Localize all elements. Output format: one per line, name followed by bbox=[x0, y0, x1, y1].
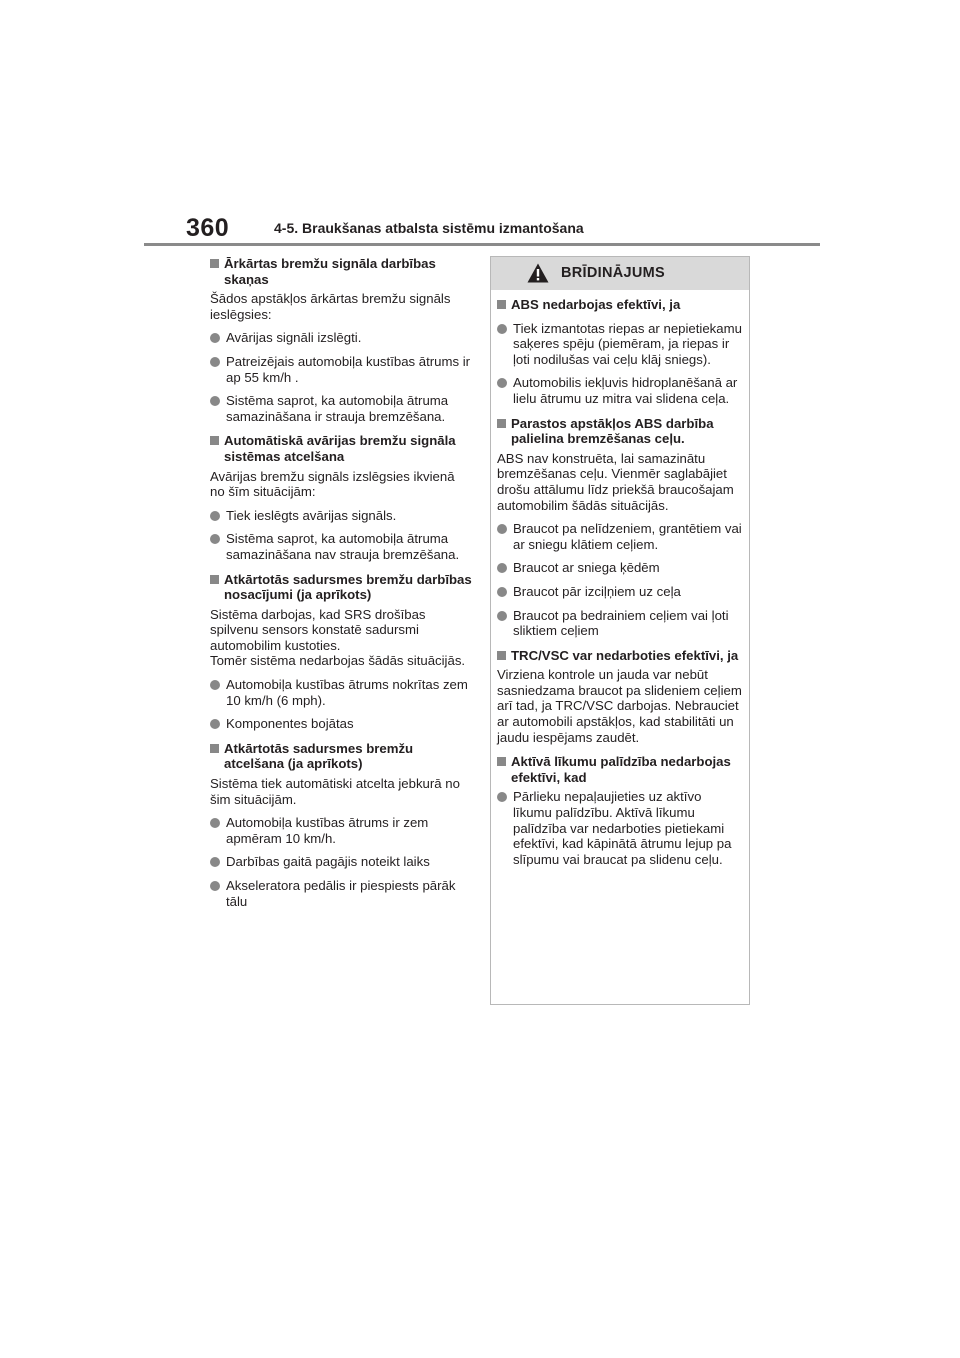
heading-collision-cancel: Atkārtotās sadursmes bremžu atcelšana (ja aprīkots) bbox=[210, 741, 472, 772]
paragraph: Avārijas bremžu signāls izslēgsies ikvienā no šīm situācijām: bbox=[210, 468, 455, 500]
heading-emergency-signal: Ārkārtas bremžu signāla darbības skaņas bbox=[210, 256, 472, 287]
list-item: Komponentes bojātas bbox=[210, 716, 472, 732]
circle-bullet-icon bbox=[497, 611, 507, 621]
list-item: Automobiļa kustības ātrums ir zem apmēram 10 km/h. bbox=[210, 815, 472, 846]
header-divider bbox=[144, 243, 820, 246]
list-item: Akseleratora pedālis ir piespiests pārāk tālu bbox=[210, 878, 472, 909]
square-bullet-icon bbox=[210, 436, 219, 445]
circle-bullet-icon bbox=[210, 511, 220, 521]
circle-bullet-icon bbox=[210, 396, 220, 406]
heading-abs-braking-distance: Parastos apstākļos ABS darbība palielina bremzēšanas ceļu. bbox=[497, 416, 743, 447]
list-item: Pārlieku nepaļaujieties uz aktīvo līkumu palīdzību. Aktīvā līkumu palīdzība var nedarboties pietiekami efektīvi, kad kāpinātā ātrumu lejup pa slīpumu vai braucat pa slidenu ceļu. bbox=[497, 789, 743, 867]
circle-bullet-icon bbox=[497, 792, 507, 802]
section-title: 4-5. Braukšanas atbalsta sistēmu izmantošana bbox=[274, 220, 584, 236]
page-header bbox=[186, 212, 818, 246]
circle-bullet-icon bbox=[210, 881, 220, 891]
heading-trc-vsc: TRC/VSC var nedarboties efektīvi, ja bbox=[497, 648, 743, 664]
circle-bullet-icon bbox=[210, 333, 220, 343]
list-item: Automobilis iekļuvis hidroplanēšanā ar lielu ātrumu uz mitra vai slidena ceļa. bbox=[497, 375, 743, 406]
paragraph: ABS nav konstruēta, lai samazinātu bremzēšanas ceļu. Vienmēr saglabājiet drošu attālumu līdz priekšā braucošajam automobilim šādās situācijās. bbox=[497, 450, 734, 513]
list-item: Sistēma saprot, ka automobiļa ātruma samazināšana nav strauja bremzēšana. bbox=[210, 531, 472, 562]
circle-bullet-icon bbox=[497, 587, 507, 597]
list-item: Darbības gaitā pagājis noteikt laiks bbox=[210, 854, 472, 870]
list-item: Sistēma saprot, ka automobiļa ātruma samazināšana ir strauja bremzēšana. bbox=[210, 393, 472, 424]
circle-bullet-icon bbox=[210, 818, 220, 828]
heading-collision-conditions: Atkārtotās sadursmes bremžu darbības nosacījumi (ja aprīkots) bbox=[210, 572, 472, 603]
list-item: Avārijas signāli izslēgti. bbox=[210, 330, 472, 346]
paragraph: Sistēma tiek automātiski atcelta jebkurā no šim situācijām. bbox=[210, 776, 460, 807]
square-bullet-icon bbox=[497, 757, 506, 766]
paragraph: Šādos apstākļos ārkārtas bremžu signāls ieslēgsies: bbox=[210, 291, 451, 322]
square-bullet-icon bbox=[210, 259, 219, 268]
page-number: 360 bbox=[186, 214, 230, 242]
circle-bullet-icon bbox=[210, 534, 220, 544]
circle-bullet-icon bbox=[210, 857, 220, 867]
square-bullet-icon bbox=[210, 744, 219, 753]
circle-bullet-icon bbox=[497, 378, 507, 388]
circle-bullet-icon bbox=[497, 563, 507, 573]
warning-title: BRĪDINĀJUMS bbox=[561, 265, 665, 281]
list-item: Tiek izmantotas riepas ar nepietiekamu saķeres spēju (piemēram, ja riepas ir ļoti nodilušas vai ceļu klāj sniegs). bbox=[497, 321, 743, 368]
heading-abs-ineffective: ABS nedarbojas efektīvi, ja bbox=[497, 297, 743, 313]
list-item: Braucot ar sniega ķēdēm bbox=[497, 560, 743, 576]
list-item: Braucot pa bedrainiem ceļiem vai ļoti sliktiem ceļiem bbox=[497, 608, 743, 639]
paragraph: Tomēr sistēma nedarbojas šādās situācijās. bbox=[210, 653, 466, 669]
list-item: Tiek ieslēgts avārijas signāls. bbox=[210, 508, 472, 524]
circle-bullet-icon bbox=[210, 680, 220, 690]
warning-box bbox=[490, 256, 750, 1005]
circle-bullet-icon bbox=[497, 324, 507, 334]
square-bullet-icon bbox=[497, 651, 506, 660]
square-bullet-icon bbox=[497, 419, 506, 428]
warning-triangle-icon bbox=[527, 263, 549, 283]
paragraph: Virziena kontrole un jauda var nebūt sasniedzama braucot pa slideniem ceļiem arī tad, ja TRC/VSC darbojas. Nebrauciet ar automobili apstākļos, kad stabilitāti un jaudu iespējams zaudēt. bbox=[497, 667, 742, 745]
left-column bbox=[210, 256, 472, 909]
circle-bullet-icon bbox=[497, 524, 507, 534]
warning-header bbox=[491, 257, 749, 290]
list-item: Patreizējais automobiļa kustības ātrums ir ap 55 km/h . bbox=[210, 354, 472, 385]
warning-body bbox=[491, 297, 749, 867]
list-item: Automobiļa kustības ātrums nokrītas zem 10 km/h (6 mph). bbox=[210, 677, 472, 708]
square-bullet-icon bbox=[210, 575, 219, 584]
square-bullet-icon bbox=[497, 300, 506, 309]
heading-active-cornering: Aktīvā līkumu palīdzība nedarbojas efektīvi, kad bbox=[497, 754, 743, 785]
list-item: Braucot pār izciļņiem uz ceļa bbox=[497, 584, 743, 600]
list-item: Braucot pa nelīdzeniem, grantētiem vai ar sniegu klātiem ceļiem. bbox=[497, 521, 743, 552]
paragraph: Sistēma darbojas, kad SRS drošības spilvenu sensors konstatē sadursmi automobilim kustoties. bbox=[210, 606, 426, 653]
circle-bullet-icon bbox=[210, 357, 220, 367]
heading-signal-cancel: Automātiskā avārijas bremžu signāla sistēmas atcelšana bbox=[210, 433, 472, 464]
circle-bullet-icon bbox=[210, 719, 220, 729]
